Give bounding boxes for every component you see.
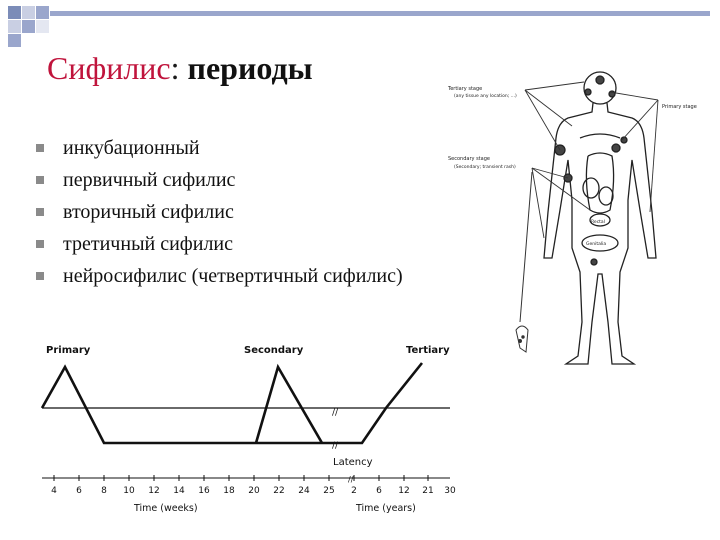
tick-label: 30 <box>444 486 456 496</box>
axis-break-mark: // <box>348 475 354 484</box>
disease-curve <box>42 363 422 443</box>
tick-label: 12 <box>148 486 160 496</box>
bullet-item <box>36 260 403 292</box>
label-primary: Primary stage <box>662 104 697 110</box>
square-bullet-icon <box>36 240 44 248</box>
decor-square <box>36 20 49 33</box>
tick-label: 14 <box>173 486 185 496</box>
label-rectal: Rectal <box>591 220 605 225</box>
weeks-axis-label: Time (weeks) <box>134 503 198 514</box>
square-bullet-icon <box>36 144 44 152</box>
bullet-text: нейросифилис (четвертичный сифилис) <box>63 265 403 287</box>
axis-break-mark: // <box>332 441 339 451</box>
years-tick-labels <box>351 486 456 496</box>
tick-label: 2 <box>351 486 357 496</box>
bullet-item <box>36 228 403 260</box>
tick-label: 25 <box>323 486 335 496</box>
label-secondary-sub: (Secondary; transient rash) <box>454 165 516 170</box>
bullet-item <box>36 164 403 196</box>
tick-label: 21 <box>422 486 434 496</box>
bullet-text: вторичный сифилис <box>63 201 234 223</box>
label-secondary: Secondary stage <box>448 156 490 162</box>
axis-break-mark: // <box>332 408 339 418</box>
tick-label: 4 <box>51 486 57 496</box>
square-bullet-icon <box>36 272 44 280</box>
bullet-item <box>36 196 403 228</box>
title-colon: : <box>170 50 180 86</box>
tick-label: 10 <box>123 486 135 496</box>
bullet-list <box>36 132 403 292</box>
body-outline <box>544 72 656 364</box>
weeks-tick-labels <box>51 486 335 496</box>
label-genitals: Genitalia <box>586 242 607 247</box>
square-bullet-icon <box>36 208 44 216</box>
tick-label: 8 <box>101 486 107 496</box>
tick-label: 24 <box>298 486 310 496</box>
timeline-diagram <box>30 335 460 525</box>
bullet-text: инкубационный <box>63 137 200 159</box>
stage-label-secondary: Secondary <box>244 345 304 356</box>
title-accent: Сифилис <box>47 50 171 86</box>
tick-label: 6 <box>376 486 382 496</box>
slide-title <box>47 50 313 87</box>
tick-label: 16 <box>198 486 210 496</box>
decor-square <box>8 34 21 47</box>
bullet-text: первичный сифилис <box>63 169 236 191</box>
tick-label: 22 <box>273 486 285 496</box>
decor-square <box>8 6 21 19</box>
tick-label: 12 <box>398 486 410 496</box>
square-bullet-icon <box>36 176 44 184</box>
decor-square <box>8 20 21 33</box>
tick-label: 6 <box>76 486 82 496</box>
title-rest: периоды <box>179 50 313 86</box>
bullet-item <box>36 132 403 164</box>
latency-label: Latency <box>333 457 373 468</box>
top-rule <box>50 11 710 16</box>
decor-square <box>22 20 35 33</box>
stage-label-primary: Primary <box>46 345 91 356</box>
label-tertiary: Tertiary stage <box>448 86 483 92</box>
callout-lines <box>525 82 658 238</box>
foot-inset <box>516 172 532 352</box>
tick-label: 20 <box>248 486 260 496</box>
body-diagram <box>440 60 720 380</box>
stage-label-tertiary: Tertiary <box>406 345 450 356</box>
label-tertiary-sub: (any tissue any location; ...) <box>454 94 517 99</box>
years-axis-label: Time (years) <box>356 503 416 514</box>
decor-square <box>36 6 49 19</box>
decor-square <box>22 6 35 19</box>
bullet-text: третичный сифилис <box>63 233 234 255</box>
tick-label: 18 <box>223 486 235 496</box>
